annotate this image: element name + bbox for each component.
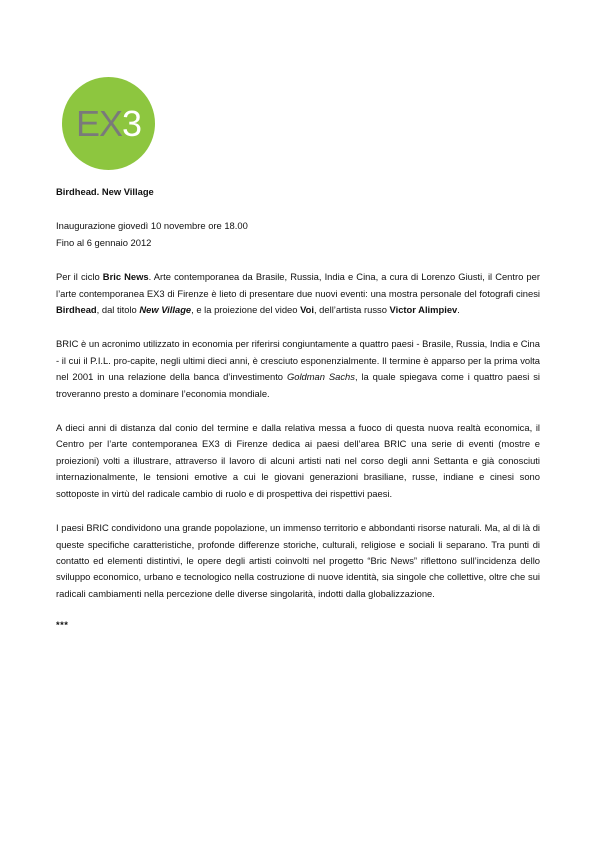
document-title: Birdhead. New Village bbox=[56, 186, 154, 197]
opening-date: Inaugurazione giovedì 10 novembre ore 18.00 bbox=[56, 220, 248, 232]
paragraph-bric: BRIC è un acronimo utilizzato in economia per riferirsi congiuntamente a quattro paesi - Brasile, Russia, India e Cina - il cui il P.I.L. pro-capite, negli ultimi dieci anni, è cresciuto esponenzialmente. Il termine è apparso per la prima volta nel 2001 in una relazione della banca d’investimento Goldman Sachs, la quale spiegava come i quattro paesi si troveranno presto a dominare l’economia mondiale. bbox=[56, 338, 540, 399]
ex3-logo bbox=[62, 77, 155, 170]
paragraph-events: A dieci anni di distanza dal conio del termine e dalla relativa messa a fuoco di questa nuova realtà economica, il Centro per l’arte contemporanea EX3 di Firenze dedica ai paesi dell’area BRIC una serie di eventi (mostre e proiezioni) volti a illustrare, attraverso il lavoro di alcuni artisti nati nel corso degli anni Settanta e già conosciuti internazionalmente, le tensioni emotive a cui le giovani generazioni brasiliane, russe, indiane e cinesi sono sottoposte in virtù del radicale cambio di ruolo e di prospettiva dei rispettivi paesi. bbox=[56, 422, 540, 499]
end-mark: *** bbox=[56, 619, 69, 631]
logo-text: EX3 bbox=[75, 102, 142, 144]
closing-date: Fino al 6 gennaio 2012 bbox=[56, 236, 152, 248]
paragraph-intro: Per il ciclo Bric News. Arte contemporanea da Brasile, Russia, India e Cina, a cura di Lorenzo Giusti, il Centro per l’arte contemporanea EX3 di Firenze è lieto di presentare due nuovi eventi: una mostra personale del fotografi cinesi Birdhead, dal titolo New Village, e la proiezione del video Voi, dell’artista russo Victor Alimpiev. bbox=[56, 271, 540, 316]
press-release-body bbox=[56, 184, 540, 634]
paragraph-countries: I paesi BRIC condividono una grande popolazione, un immenso territorio e abbondanti risorse naturali. Ma, al di là di queste specifiche caratteristiche, profonde differenze storiche, culturali, religiose e sociali li separano. Tra punti di contatto ed elementi distintivi, le opere degli artisti coinvolti nel progetto “Bric News” riflettono sull’incidenza dello sviluppo economico, urbano e tecnologico nella costruzione di nuove identità, sia singole che collettive, oltre che sui radicali cambiamenti nella percezione delle diverse singolarità, indotti dalla globalizzazione. bbox=[56, 522, 540, 599]
